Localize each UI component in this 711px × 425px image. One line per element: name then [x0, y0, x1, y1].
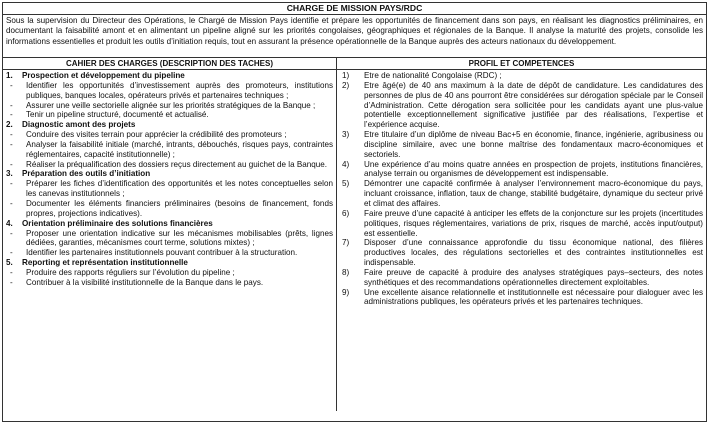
- task-section-heading: Diagnostic amont des projets: [22, 120, 136, 130]
- task-bullet-text: Assurer une veille sectorielle alignée sur les priorités stratégiques de la Banque ;: [26, 100, 316, 110]
- dash-marker: -: [10, 80, 13, 90]
- profile-item-number: 1): [342, 71, 350, 80]
- task-bullet-text: Identifier les opportunités d’investissement auprès des promoteurs, institutions publiques, banques locales, opérateurs privés et partenaires techniques ;: [26, 80, 333, 100]
- task-bullet-text: Analyser la faisabilité initiale (marché, intrants, débouchés, risques pays, contraintes réglementaires, capacité institutionnelle) ;: [26, 139, 333, 159]
- dash-marker: -: [10, 100, 13, 110]
- task-section-title: [6, 71, 333, 81]
- task-bullet-text: Conduire des visites terrain pour apprécier la crédibilité des promoteurs ;: [26, 130, 287, 140]
- profile-item-text: Une expérience d’au moins quatre années en prospection de projets, institutions financières, analyse terrain ou organismes de développement est indispensable.: [364, 159, 703, 179]
- profile-item-text: Etre titulaire d’un diplôme de niveau Bac+5 en économie, finance, ingénierie, agribusiness ou discipline similaire, avec une bonne maîtrise des fondamentaux macro-économiques et sectoriels.: [364, 130, 703, 159]
- task-bullet-text: Réaliser la préqualification des dossiers reçus directement au guichet de la Banque.: [26, 159, 327, 169]
- task-section-number: 3.: [6, 169, 13, 179]
- profile-item-number: 2): [342, 80, 350, 90]
- profile-item-text: Faire preuve de capacité à produire des analyses stratégiques pays–secteurs, des notes synthétiques et des recommandations opérationnelles directement exploitables.: [364, 267, 703, 287]
- task-bullet: [6, 130, 333, 140]
- profile-item: [340, 130, 703, 160]
- task-bullet: [6, 248, 333, 258]
- dash-marker: -: [10, 198, 13, 208]
- task-section-title: [6, 219, 333, 229]
- profile-item-number: 4): [342, 159, 350, 169]
- profile-item: [340, 288, 703, 308]
- dash-marker: -: [10, 179, 13, 189]
- tasks-column: [3, 58, 337, 411]
- task-section: [6, 219, 333, 258]
- profile-column: [337, 58, 706, 411]
- task-section-heading: Orientation préliminaire des solutions financières: [22, 218, 213, 228]
- profile-item-number: 5): [342, 179, 350, 189]
- task-bullet-text: Préparer les fiches d’identification des opportunités et les notes conceptuelles selon les canevas institutionnels ;: [26, 179, 333, 199]
- task-bullet-text: Tenir un pipeline structuré, documenté et actualisé.: [26, 110, 209, 120]
- task-bullet-text: Produire des rapports réguliers sur l’évolution du pipeline ;: [26, 267, 235, 277]
- profile-list: [337, 70, 706, 307]
- profile-item-number: 3): [342, 130, 350, 140]
- task-bullet-text: Identifier les partenaires institutionnels pouvant contribuer à la structuration.: [26, 248, 298, 258]
- task-bullet: [6, 81, 333, 101]
- task-bullet: [6, 160, 333, 170]
- profile-item: [340, 160, 703, 180]
- task-bullet: [6, 101, 333, 111]
- task-section: [6, 169, 333, 218]
- task-section: [6, 71, 333, 120]
- task-bullet-text: Proposer une orientation indicative sur les mécanismes mobilisables (prêts, lignes dédiées, garanties, mécanismes court terme, solutions mixtes) ;: [26, 228, 333, 248]
- profile-item-text: Disposer d’une connaissance approfondie du tissu économique national, des filières productives locales, des régulations sectorielles et des contraintes institutionnelles est indispensable.: [364, 238, 703, 268]
- task-section: [6, 120, 333, 169]
- profile-item-number: 8): [342, 267, 350, 277]
- task-section: [6, 258, 333, 288]
- task-bullet-text: Contribuer à la visibilité institutionnelle de la Banque dans le pays.: [26, 277, 264, 287]
- task-section-heading: Reporting et représentation institutionnelle: [22, 258, 188, 268]
- profile-item-text: Démontrer une capacité confirmée à analyser l’environnement macro-économique du pays, incluant croissance, inflation, taux de change, stabilité budgétaire, dynamique du secteur privé et climat des affaires.: [364, 179, 703, 208]
- dash-marker: -: [10, 267, 13, 277]
- task-bullet: [6, 278, 333, 288]
- profile-item-text: Faire preuve d’une capacité à anticiper les effets de la conjoncture sur les projets (incertitudes politiques, risques réglementaires, variations de prix, risques de marché, accès input/output) est essentielle.: [364, 208, 703, 238]
- task-section-title: [6, 120, 333, 130]
- profile-item: [340, 209, 703, 239]
- task-section-number: 4.: [6, 218, 13, 228]
- tasks-list: [3, 70, 336, 288]
- profile-item: [340, 179, 703, 209]
- task-section-heading: Préparation des outils d’initiation: [22, 169, 151, 179]
- tasks-column-header: CAHIER DES CHARGES (DESCRIPTION DES TACHES): [3, 58, 336, 70]
- profile-item-text: Une excellente aisance relationnelle et institutionnelle est nécessaire pour dialoguer avec les administrations publiques, les opérateurs privés et les partenaires techniques.: [364, 287, 703, 307]
- task-section-title: [6, 258, 333, 268]
- task-bullet-text: Documenter les éléments financiers préliminaires (besoins de financement, fonds propres, projections indicatives).: [26, 198, 333, 218]
- job-description-document: [2, 2, 707, 422]
- document-title: CHARGE DE MISSION PAYS/RDC: [3, 3, 706, 15]
- task-bullet: [6, 110, 333, 120]
- intro-paragraph: Sous la supervision du Directeur des Opérations, le Chargé de Mission Pays identifie et prépare les opportunités de financement dans son pays, en réalisant les diagnostics préliminaires, en documentant la faisabilité amont et en alimentant un pipeline aligné sur les priorités congolaises, géographiques et régionales de la Banque. Il analyse la maturité des projets, consolide les informations essentielles et produit les outils d’initiation requis, tout en assurant la présence opérationnelle de la Banque auprès des acteurs nationaux du développement.: [3, 15, 706, 58]
- dash-marker: -: [10, 248, 13, 258]
- profile-item: [340, 268, 703, 288]
- profile-column-header: PROFIL ET COMPETENCES: [337, 58, 706, 70]
- task-section-number: 2.: [6, 120, 13, 130]
- profile-item-number: 7): [342, 238, 350, 248]
- task-bullet: [6, 229, 333, 249]
- dash-marker: -: [10, 110, 13, 120]
- profile-item-text: Etre de nationalité Congolaise (RDC) ;: [364, 71, 502, 80]
- task-section-title: [6, 169, 333, 179]
- profile-item: [340, 71, 703, 81]
- task-bullet: [6, 268, 333, 278]
- dash-marker: -: [10, 159, 13, 169]
- profile-item-number: 9): [342, 287, 350, 297]
- dash-marker: -: [10, 139, 13, 149]
- task-bullet: [6, 199, 333, 219]
- two-column-table: [3, 58, 706, 411]
- task-bullet: [6, 179, 333, 199]
- profile-item-text: Etre âgé(e) de 40 ans maximum à la date de dépôt de candidature. Les candidatures des personnes de plus de 40 ans pourront être considérées sur dérogation spéciale par le Conseil d’Administration. Cette dérogation sera sollicitée pour les candidats ayant une plus-value potentielle exceptionnellement significative justifiée par des réalisations, l’expertise et l’expérience acquise.: [364, 80, 703, 130]
- task-section-heading: Prospection et développement du pipeline: [22, 71, 185, 80]
- task-section-number: 1.: [6, 71, 13, 80]
- task-bullet: [6, 140, 333, 160]
- task-section-number: 5.: [6, 258, 13, 268]
- dash-marker: -: [10, 130, 13, 140]
- profile-item: [340, 81, 703, 130]
- dash-marker: -: [10, 277, 13, 287]
- profile-item-number: 6): [342, 208, 350, 218]
- profile-item: [340, 238, 703, 268]
- dash-marker: -: [10, 228, 13, 238]
